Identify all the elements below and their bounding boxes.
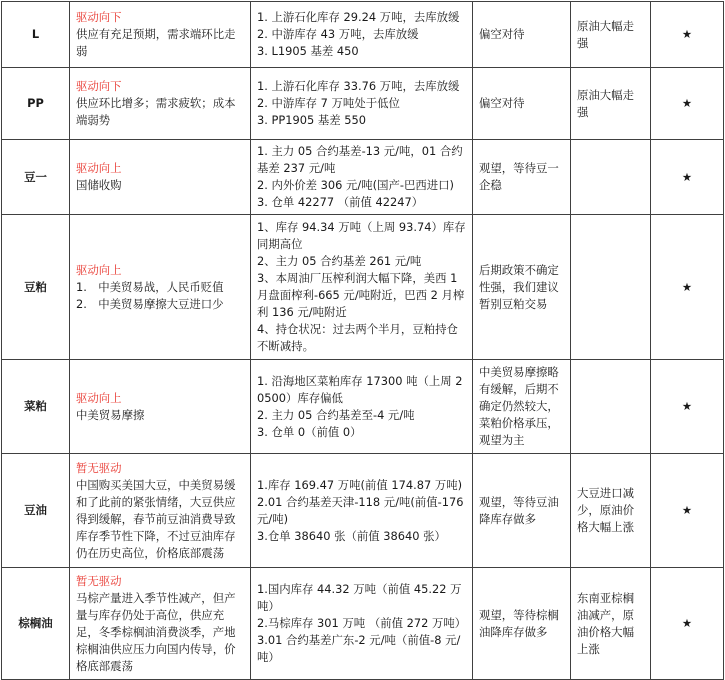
risk-cell: 东南亚棕榈油减产，原油价格大幅上涨 — [571, 568, 651, 680]
star-rating: ★ — [651, 215, 724, 360]
table-row — [2, 68, 724, 140]
risk-cell — [571, 215, 651, 360]
star-rating: ★ — [651, 2, 724, 68]
star-rating: ★ — [651, 360, 724, 454]
driver-description: 马棕产量进入季节性减产，但产量与库存仍处于高位，供应充足，冬季棕榈油消费淡季，产地棕榈油供应压力向国内传导，价格底部震荡 — [76, 590, 236, 673]
data-cell — [251, 215, 473, 360]
data-cell — [251, 68, 473, 140]
data-line: 2. 中游库存 7 万吨处于低位 — [257, 96, 400, 110]
commodity-name: L — [2, 2, 70, 68]
commodity-name: 菜粕 — [2, 360, 70, 454]
data-line: 3. PP1905 基差 550 — [257, 113, 366, 127]
strategy-cell: 观望，等待棕榈油降库存做多 — [473, 568, 571, 680]
driver-description: 中美贸易摩擦 — [76, 407, 145, 422]
data-line: 2、主力 05 合约基差 261 元/吨 — [257, 254, 422, 268]
data-line: 2.01 合约基差天津-118 元/吨(前值-176 元/吨) — [257, 494, 464, 526]
data-line: 1. 主力 05 合约基差-13 元/吨，01 合约基差 237 元/吨 — [257, 144, 463, 175]
strategy-cell: 后期政策不确定性强，我们建议暂别豆粕交易 — [473, 215, 571, 360]
driver-label: 驱动向下 — [76, 10, 122, 24]
data-line: 1. 上游石化库存 33.76 万吨，去库放缓 — [257, 79, 460, 93]
driver-cell — [70, 2, 251, 68]
strategy-cell: 观望，等待豆一企稳 — [473, 140, 571, 215]
commodity-name: PP — [2, 68, 70, 140]
driver-description: 供应环比增多；需求疲软；成本端弱势 — [76, 96, 236, 127]
driver-description: 国储收购 — [76, 178, 122, 192]
driver-cell — [70, 454, 251, 568]
driver-label: 驱动向下 — [76, 79, 122, 93]
data-line: 1、库存 94.34 万吨（上周 93.74）库存同期高位 — [257, 220, 466, 251]
risk-cell — [571, 360, 651, 454]
data-line: 2.马棕库存 301 万吨 （前值 272 万吨） — [257, 616, 467, 630]
data-line: 1. 沿海地区菜粕库存 17300 吨（上周 20500）库存偏低 — [257, 373, 463, 405]
data-line: 1.国内库存 44.32 万吨（前值 45.22 万吨） — [257, 582, 462, 613]
driver-cell — [70, 215, 251, 360]
table-row — [2, 360, 724, 454]
table-row — [2, 568, 724, 680]
driver-description: 中国购买美国大豆，中美贸易缓和了此前的紧张情绪，大豆供应得到缓解，春节前豆油消费导致库存季节性下降，不过豆油库存仍在历史高位，价格底部震荡 — [76, 477, 236, 560]
star-rating: ★ — [651, 68, 724, 140]
risk-cell — [571, 140, 651, 215]
data-line: 2. 内外价差 306 元/吨(国产-巴西进口) — [257, 178, 454, 192]
data-line: 3. 仓单 0（前值 0） — [257, 424, 362, 439]
data-line: 1.库存 169.47 万吨(前值 174.87 万吨) — [257, 477, 463, 492]
driver-description: 供应有充足预期，需求端环比走弱 — [76, 27, 236, 58]
commodity-name: 豆粕 — [2, 215, 70, 360]
commodity-table — [1, 1, 724, 680]
commodity-name: 棕榈油 — [2, 568, 70, 680]
star-rating: ★ — [651, 568, 724, 680]
driver-cell — [70, 568, 251, 680]
data-line: 4、持仓状况：过去两个半月，豆粕持仓不断减持。 — [257, 322, 458, 353]
risk-cell: 原油大幅走强 — [571, 68, 651, 140]
driver-label: 驱动向上 — [76, 390, 122, 405]
data-cell — [251, 2, 473, 68]
risk-cell: 原油大幅走强 — [571, 2, 651, 68]
driver-description: 1. 中美贸易战，人民币贬值 — [76, 279, 224, 294]
data-line: 3. 仓单 42277 （前值 42247） — [257, 195, 424, 209]
table-row — [2, 2, 724, 68]
driver-cell — [70, 68, 251, 140]
driver-label: 暂无驱动 — [76, 573, 122, 588]
driver-cell — [70, 140, 251, 215]
table-row — [2, 215, 724, 360]
data-line: 3. L1905 基差 450 — [257, 44, 359, 58]
star-rating: ★ — [651, 454, 724, 568]
data-line: 3、本周油厂压榨利润大幅下降，美西 1 月盘面榨利-665 元/吨附近，巴西 2 月榨利 136 元/吨附近 — [257, 271, 465, 319]
risk-cell: 大豆进口减少，原油价格大幅上涨 — [571, 454, 651, 568]
driver-label: 驱动向上 — [76, 161, 122, 175]
strategy-cell: 观望，等待豆油降库存做多 — [473, 454, 571, 568]
commodity-name: 豆油 — [2, 454, 70, 568]
data-line: 1. 上游石化库存 29.24 万吨，去库放缓 — [257, 10, 460, 24]
driver-label: 暂无驱动 — [76, 460, 122, 475]
strategy-cell: 偏空对待 — [473, 68, 571, 140]
data-cell — [251, 140, 473, 215]
driver-label: 驱动向上 — [76, 262, 122, 277]
strategy-cell: 偏空对待 — [473, 2, 571, 68]
star-rating: ★ — [651, 140, 724, 215]
data-cell — [251, 360, 473, 454]
table-row — [2, 454, 724, 568]
table-row — [2, 140, 724, 215]
data-cell — [251, 568, 473, 680]
commodity-name: 豆一 — [2, 140, 70, 215]
data-cell — [251, 454, 473, 568]
data-line: 2. 中游库存 43 万吨，去库放缓 — [257, 27, 419, 41]
strategy-cell: 中美贸易摩擦略有缓解，后期不确定仍然较大，菜粕价格承压，观望为主 — [473, 360, 571, 454]
data-line: 2. 主力 05 合约基差至-4 元/吨 — [257, 407, 415, 422]
driver-cell — [70, 360, 251, 454]
driver-description: 2. 中美贸易摩擦大豆进口少 — [76, 296, 224, 311]
data-line: 3.仓单 38640 张（前值 38640 张） — [257, 528, 446, 543]
data-line: 3.01 合约基差广东-2 元/吨（前值-8 元/吨） — [257, 633, 461, 664]
